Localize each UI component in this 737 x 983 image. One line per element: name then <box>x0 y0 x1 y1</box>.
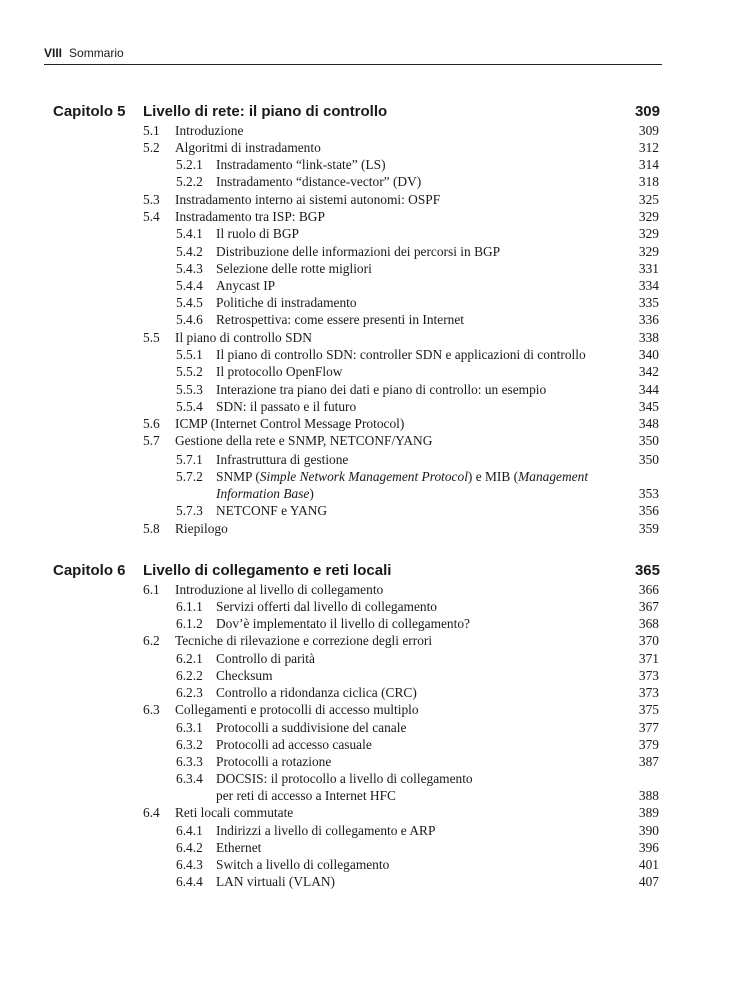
entry-number: 5.5.2 <box>176 364 203 379</box>
entry-title: Riepilogo <box>175 521 228 536</box>
entry-number: 6.3.3 <box>176 754 203 769</box>
entry-page: 367 <box>638 599 659 614</box>
toc-entry[interactable] <box>0 667 737 684</box>
toc-entry[interactable] <box>0 804 737 821</box>
entry-title: Distribuzione delle informazioni dei percorsi in BGP <box>216 244 501 259</box>
toc-entry[interactable] <box>0 770 737 787</box>
entry-number: 6.4.3 <box>176 857 203 872</box>
entry-number: 6.2 <box>143 633 160 648</box>
entry-page: 340 <box>638 347 659 362</box>
entry-number: 5.8 <box>143 521 160 536</box>
entry-page: 373 <box>638 668 659 683</box>
toc-entry[interactable] <box>0 329 737 346</box>
entry-title: Il protocollo OpenFlow <box>216 364 343 379</box>
entry-page: 377 <box>638 720 659 735</box>
toc-entry[interactable] <box>0 122 737 139</box>
entry-page: 401 <box>638 857 659 872</box>
entry-page: 389 <box>638 805 659 820</box>
toc-entry[interactable] <box>0 415 737 432</box>
entry-page: 390 <box>638 823 659 838</box>
toc-entry-continuation[interactable] <box>0 787 737 804</box>
entry-title: Protocolli ad accesso casuale <box>216 737 372 752</box>
entry-number: 5.3 <box>143 192 160 207</box>
toc-entry[interactable] <box>0 381 737 398</box>
entry-page: 350 <box>638 452 659 467</box>
toc-entry[interactable] <box>0 632 737 649</box>
entry-number: 5.4.5 <box>176 295 203 310</box>
toc-entry[interactable] <box>0 598 737 615</box>
entry-title: SNMP (Simple Network Management Protocol) e MIB (Management <box>216 469 589 484</box>
toc-entry[interactable] <box>0 432 737 449</box>
toc-entry[interactable] <box>0 451 737 468</box>
entry-page: 370 <box>638 633 659 648</box>
header-page-number: VIII <box>44 46 63 60</box>
entry-number: 5.7.1 <box>176 452 203 467</box>
entry-page: 379 <box>638 737 659 752</box>
entry-number: 5.7 <box>143 433 160 448</box>
chapter-page: 309 <box>634 103 660 120</box>
toc-entry[interactable] <box>0 822 737 839</box>
toc-entry[interactable] <box>0 294 737 311</box>
chapter-label: Capitolo 6 <box>53 562 126 579</box>
entry-title: DOCSIS: il protocollo a livello di collegamento <box>216 771 473 786</box>
entry-title: Reti locali commutate <box>175 805 294 820</box>
entry-title: Il piano di controllo SDN: controller SDN e applicazioni di controllo <box>216 347 586 362</box>
entry-number: 6.4.4 <box>176 874 203 889</box>
toc-entry[interactable] <box>0 363 737 380</box>
entry-title: Selezione delle rotte migliori <box>216 261 372 276</box>
toc-entry[interactable] <box>0 468 737 485</box>
entry-page: 329 <box>638 226 659 241</box>
entry-page: 373 <box>638 685 659 700</box>
toc-entry[interactable] <box>0 753 737 770</box>
entry-title: Tecniche di rilevazione e correzione degli errori <box>175 633 433 648</box>
entry-page: 350 <box>638 433 659 448</box>
entry-title: Instradamento “distance-vector” (DV) <box>216 174 422 189</box>
entry-title: Algoritmi di instradamento <box>175 140 321 155</box>
entry-title: Il piano di controllo SDN <box>175 330 312 345</box>
entry-page: 345 <box>638 399 659 414</box>
toc-entry[interactable] <box>0 277 737 294</box>
toc-entry[interactable] <box>0 156 737 173</box>
entry-title: per reti di accesso a Internet HFC <box>216 788 396 803</box>
entry-number: 6.4.2 <box>176 840 203 855</box>
toc-entry[interactable] <box>0 225 737 242</box>
chapter-label: Capitolo 5 <box>53 103 126 120</box>
toc-entry[interactable] <box>0 346 737 363</box>
entry-page: 371 <box>638 651 659 666</box>
entry-page: 348 <box>638 416 659 431</box>
toc-entry[interactable] <box>0 839 737 856</box>
entry-number: 6.2.3 <box>176 685 203 700</box>
entry-title: Collegamenti e protocolli di accesso multiplo <box>175 702 419 717</box>
entry-page: 356 <box>638 503 659 518</box>
entry-number: 5.4.2 <box>176 244 203 259</box>
entry-title: Politiche di instradamento <box>216 295 357 310</box>
entry-number: 6.2.1 <box>176 651 203 666</box>
entry-number: 5.4.6 <box>176 312 203 327</box>
toc-entry-continuation[interactable] <box>0 485 737 502</box>
entry-number: 6.2.2 <box>176 668 203 683</box>
chapter-title: Livello di rete: il piano di controllo <box>143 103 388 120</box>
entry-title: Interazione tra piano dei dati e piano di controllo: un esempio <box>216 382 547 397</box>
entry-title: Infrastruttura di gestione <box>216 452 349 467</box>
toc-entry[interactable] <box>0 502 737 519</box>
entry-number: 5.4.4 <box>176 278 203 293</box>
toc-entry[interactable] <box>0 581 737 598</box>
entry-page: 359 <box>638 521 659 536</box>
entry-number: 5.2.2 <box>176 174 203 189</box>
entry-title: Dov’è implementato il livello di collegamento? <box>216 616 470 631</box>
chapter-heading[interactable] <box>0 102 737 122</box>
entry-page: 331 <box>638 261 659 276</box>
entry-title: Instradamento “link-state” (LS) <box>216 157 386 172</box>
entry-page: 309 <box>638 123 659 138</box>
entry-page: 342 <box>638 364 659 379</box>
entry-page: 318 <box>638 174 659 189</box>
toc-entry[interactable] <box>0 684 737 701</box>
entry-page: 344 <box>638 382 659 397</box>
entry-page: 325 <box>638 192 659 207</box>
toc-entry[interactable] <box>0 191 737 208</box>
entry-number: 6.4 <box>143 805 160 820</box>
chapter-page: 365 <box>634 562 660 579</box>
entry-number: 6.1 <box>143 582 160 597</box>
entry-page: 329 <box>638 244 659 259</box>
entry-title: NETCONF e YANG <box>216 503 328 518</box>
toc-entry[interactable] <box>0 260 737 277</box>
entry-title: Switch a livello di collegamento <box>216 857 390 872</box>
entry-number: 5.2.1 <box>176 157 203 172</box>
entry-title: Servizi offerti dal livello di collegamento <box>216 599 438 614</box>
entry-title: Checksum <box>216 668 273 683</box>
entry-title: Il ruolo di BGP <box>216 226 299 241</box>
entry-title: Information Base) <box>216 486 314 501</box>
entry-number: 5.2 <box>143 140 160 155</box>
toc-entry[interactable] <box>0 701 737 718</box>
entry-page: 387 <box>638 754 659 769</box>
entry-number: 5.5 <box>143 330 160 345</box>
entry-page: 368 <box>638 616 659 631</box>
entry-number: 6.3.1 <box>176 720 203 735</box>
entry-title: Protocolli a rotazione <box>216 754 332 769</box>
entry-title: Controllo a ridondanza ciclica (CRC) <box>216 685 417 700</box>
entry-page: 312 <box>638 140 659 155</box>
entry-page: 329 <box>638 209 659 224</box>
entry-number: 5.4.3 <box>176 261 203 276</box>
entry-title: SDN: il passato e il futuro <box>216 399 357 414</box>
entry-title: Ethernet <box>216 840 262 855</box>
entry-title: Introduzione al livello di collegamento <box>175 582 384 597</box>
entry-number: 5.5.4 <box>176 399 203 414</box>
entry-number: 5.5.3 <box>176 382 203 397</box>
entry-title: Instradamento tra ISP: BGP <box>175 209 325 224</box>
toc-entry[interactable] <box>0 873 737 890</box>
entry-page: 334 <box>638 278 659 293</box>
entry-page: 407 <box>638 874 659 889</box>
entry-number: 6.1.1 <box>176 599 203 614</box>
entry-title: LAN virtuali (VLAN) <box>216 874 335 889</box>
entry-number: 5.4.1 <box>176 226 203 241</box>
entry-page: 366 <box>638 582 659 597</box>
toc-entry[interactable] <box>0 139 737 156</box>
entry-page: 353 <box>638 486 659 501</box>
entry-page: 396 <box>638 840 659 855</box>
entry-page: 336 <box>638 312 659 327</box>
entry-number: 5.6 <box>143 416 160 431</box>
entry-title: Instradamento interno ai sistemi autonomi: OSPF <box>175 192 441 207</box>
entry-title: Retrospettiva: come essere presenti in Internet <box>216 312 465 327</box>
toc-entry[interactable] <box>0 243 737 260</box>
entry-number: 5.1 <box>143 123 160 138</box>
toc-entry[interactable] <box>0 615 737 632</box>
toc-entry[interactable] <box>0 650 737 667</box>
entry-number: 5.5.1 <box>176 347 203 362</box>
entry-title: Controllo di parità <box>216 651 315 666</box>
entry-title: Anycast IP <box>216 278 276 293</box>
toc-entry[interactable] <box>0 173 737 190</box>
entry-title: Indirizzi a livello di collegamento e ARP <box>216 823 436 838</box>
toc-entry[interactable] <box>0 736 737 753</box>
chapter-title: Livello di collegamento e reti locali <box>143 562 392 579</box>
toc-entry[interactable] <box>0 856 737 873</box>
entry-number: 5.4 <box>143 209 160 224</box>
entry-page: 388 <box>638 788 659 803</box>
entry-number: 5.7.2 <box>176 469 203 484</box>
toc-entry[interactable] <box>0 719 737 736</box>
entry-number: 6.4.1 <box>176 823 203 838</box>
entry-title: ICMP (Internet Control Message Protocol) <box>175 416 405 431</box>
entry-title: Gestione della rete e SNMP, NETCONF/YANG <box>175 433 433 448</box>
entry-number: 6.3.2 <box>176 737 203 752</box>
entry-number: 6.3 <box>143 702 160 717</box>
entry-page: 338 <box>638 330 659 345</box>
entry-number: 6.3.4 <box>176 771 203 786</box>
entry-page: 314 <box>638 157 659 172</box>
toc-entry[interactable] <box>0 398 737 415</box>
chapter-heading[interactable] <box>0 561 737 581</box>
entry-title: Introduzione <box>175 123 244 138</box>
entry-number: 5.7.3 <box>176 503 203 518</box>
running-header <box>44 46 662 65</box>
entry-title: Protocolli a suddivisione del canale <box>216 720 407 735</box>
entry-number: 6.1.2 <box>176 616 203 631</box>
header-title: Sommario <box>69 46 124 60</box>
toc-entry[interactable] <box>0 311 737 328</box>
toc-entry[interactable] <box>0 208 737 225</box>
entry-page: 375 <box>638 702 659 717</box>
toc-entry[interactable] <box>0 520 737 537</box>
entry-page: 335 <box>638 295 659 310</box>
